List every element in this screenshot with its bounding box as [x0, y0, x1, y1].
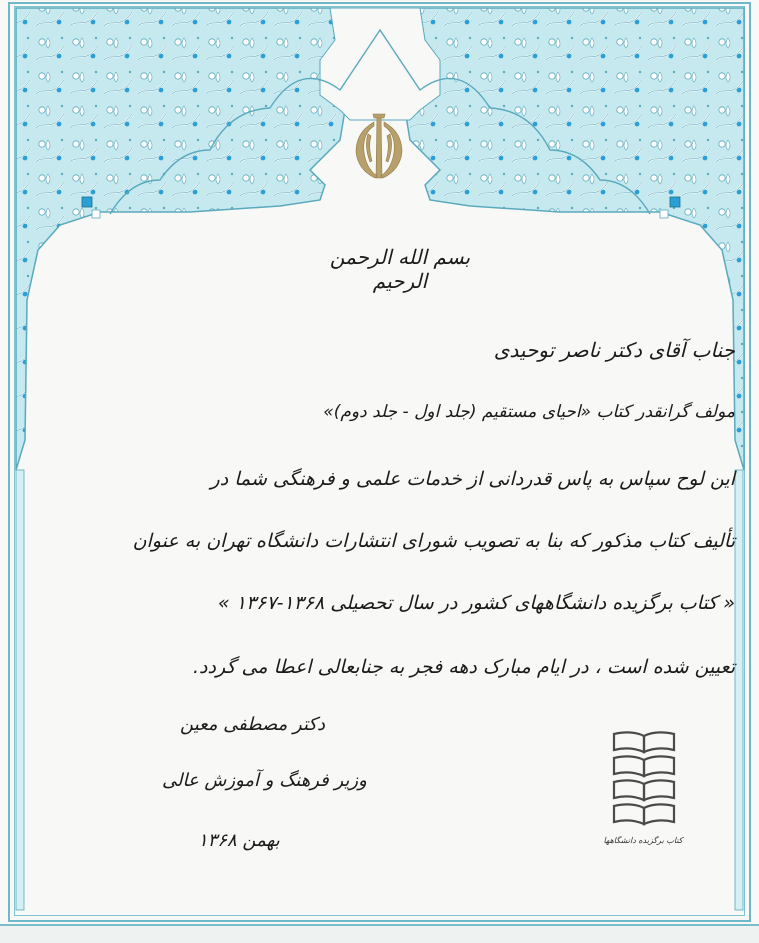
body-line-3: تألیف کتاب مذکور که بنا به تصویب شورای انتشارات دانشگاه تهران به عنوان: [132, 530, 735, 552]
bismillah-heading: بسم الله الرحمن الرحیم: [329, 245, 471, 293]
body-line-1: مولف گرانقدر کتاب «احیای مستقیم (جلد اول - جلد دوم)»: [323, 402, 735, 422]
issue-date: بهمن ۱۳۶۸: [198, 830, 280, 851]
signatory-name: دکتر مصطفی معین: [180, 714, 325, 735]
book-award-logo-icon: [608, 728, 680, 832]
bottom-edge: [0, 924, 759, 943]
salutation: جناب آقای دکتر ناصر توحیدی: [493, 338, 735, 362]
logo-caption: کتاب برگزیده دانشگاهها: [603, 836, 683, 845]
body-line-5: تعیین شده است ، در ایام مبارک دهه فجر به جنابعالی اعطا می گردد.: [193, 656, 735, 678]
signatory-title: وزیر فرهنگ و آموزش عالی: [162, 770, 367, 791]
body-line-2: این لوح سپاس به پاس قدردانی از خدمات علمی و فرهنگی شما در: [210, 468, 735, 490]
iran-emblem-icon: [344, 112, 414, 184]
body-line-4: « کتاب برگزیده دانشگاههای کشور در سال تحصیلی ۱۳۶۸-۱۳۶۷ »: [217, 592, 735, 614]
